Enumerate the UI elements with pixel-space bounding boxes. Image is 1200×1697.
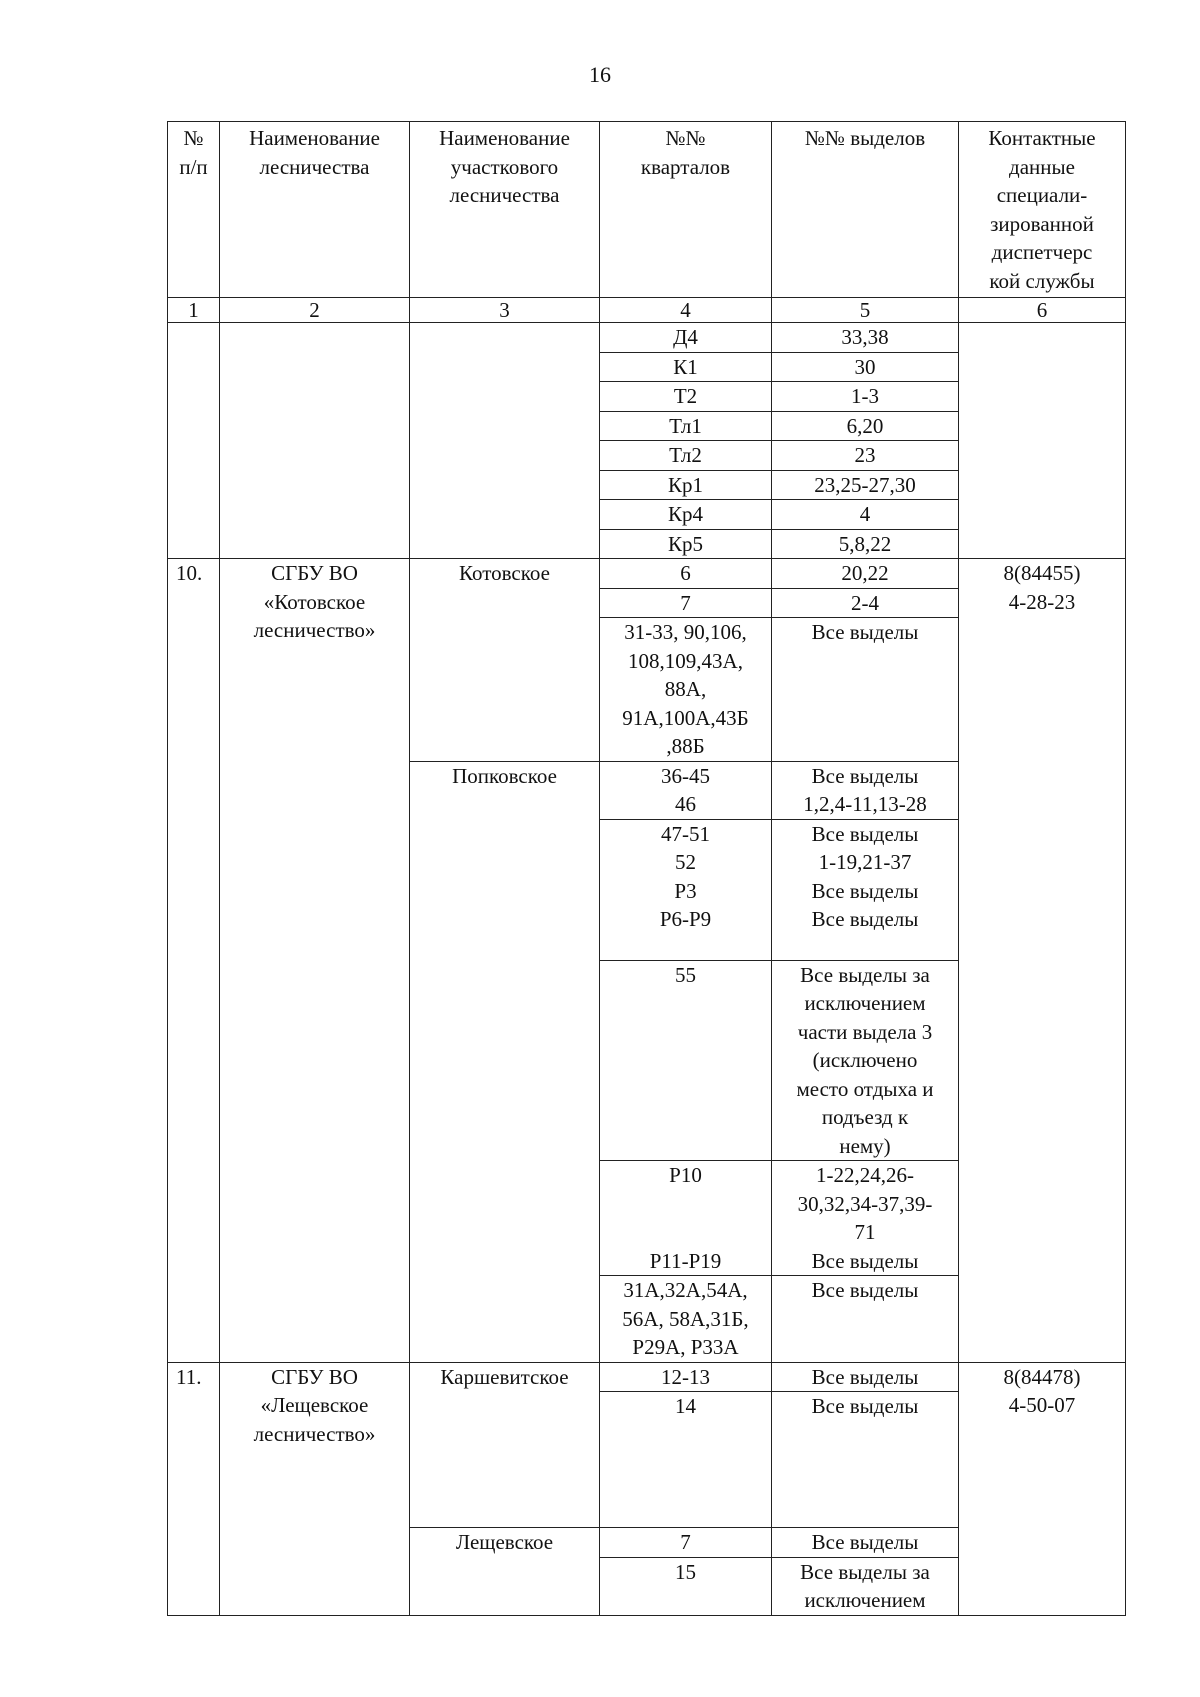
cell-quarters: 36-45 46 (600, 761, 772, 819)
header-sections: №№ выделов (772, 122, 959, 298)
column-number-row (168, 298, 1126, 323)
column-number: 1 (168, 298, 220, 323)
cell-sections: 30 (772, 352, 959, 382)
column-number: 2 (220, 298, 410, 323)
page-number: 16 (589, 62, 611, 87)
cell-sections: 6,20 (772, 411, 959, 441)
cell-subforestry (410, 323, 600, 559)
cell-sections: Все выделы (772, 618, 959, 762)
column-number: 6 (959, 298, 1126, 323)
header-contacts: Контактные данные специали- зированной диспетчерс кой службы (959, 122, 1126, 298)
cell-forestry: СГБУ ВО «Котовское лесничество» (220, 559, 410, 1363)
cell-subforestry: Попковское (410, 761, 600, 1362)
cell-subforestry: Котовское (410, 559, 600, 762)
cell-num: 11. (168, 1362, 220, 1615)
header-quarters: №№ кварталов (600, 122, 772, 298)
cell-sections: 2-4 (772, 588, 959, 618)
cell-subforestry: Лещевское (410, 1528, 600, 1616)
cell-num: 10. (168, 559, 220, 1363)
table-row (168, 323, 1126, 353)
table-row (168, 559, 1126, 589)
cell-quarters: Тл1 (600, 411, 772, 441)
cell-quarters: 14 (600, 1392, 772, 1528)
cell-sections: Все выделы (772, 1276, 959, 1363)
cell-sections: Все выделы (772, 1362, 959, 1392)
cell-quarters: Д4 (600, 323, 772, 353)
cell-quarters: 6 (600, 559, 772, 589)
header-forestry: Наименование лесничества (220, 122, 410, 298)
cell-sections: Все выделы 1,2,4-11,13-28 (772, 761, 959, 819)
cell-quarters: 31-33, 90,106, 108,109,43А, 88А, 91А,100А,43Б ,88Б (600, 618, 772, 762)
cell-sections: 4 (772, 500, 959, 530)
cell-forestry: СГБУ ВО «Лещевское лесничество» (220, 1362, 410, 1615)
cell-sections: 5,8,22 (772, 529, 959, 559)
cell-quarters: 15 (600, 1557, 772, 1615)
cell-quarters: 55 (600, 960, 772, 1161)
column-number: 5 (772, 298, 959, 323)
cell-sections: 23 (772, 441, 959, 471)
cell-quarters: Кр5 (600, 529, 772, 559)
cell-quarters: 12-13 (600, 1362, 772, 1392)
cell-sections: 1-3 (772, 382, 959, 412)
cell-quarters: 7 (600, 1528, 772, 1558)
cell-sections: 23,25-27,30 (772, 470, 959, 500)
cell-quarters: 47-51 52 Р3 Р6-Р9 (600, 819, 772, 960)
cell-num (168, 323, 220, 559)
cell-contacts (959, 323, 1126, 559)
cell-forestry (220, 323, 410, 559)
cell-sections: Все выделы 1-19,21-37 Все выделы Все выделы (772, 819, 959, 960)
cell-subforestry: Каршевитское (410, 1362, 600, 1528)
header-subforestry: Наименование участкового лесничества (410, 122, 600, 298)
cell-contacts: 8(84455) 4-28-23 (959, 559, 1126, 1363)
cell-quarters: Тл2 (600, 441, 772, 471)
cell-sections: 1-22,24,26- 30,32,34-37,39- 71 Все выделы (772, 1161, 959, 1276)
cell-sections: 33,38 (772, 323, 959, 353)
cell-quarters: 7 (600, 588, 772, 618)
cell-quarters: Кр1 (600, 470, 772, 500)
cell-quarters: Р10 Р11-Р19 (600, 1161, 772, 1276)
cell-quarters: 31А,32А,54А, 56А, 58А,31Б, Р29А, Р33А (600, 1276, 772, 1363)
column-number: 4 (600, 298, 772, 323)
cell-sections: Все выделы за исключением (772, 1557, 959, 1615)
cell-quarters: Т2 (600, 382, 772, 412)
table-body (168, 323, 1126, 1616)
cell-quarters: Кр4 (600, 500, 772, 530)
column-number: 3 (410, 298, 600, 323)
cell-contacts: 8(84478) 4-50-07 (959, 1362, 1126, 1615)
header-row (168, 122, 1126, 298)
table-row (168, 1362, 1126, 1392)
cell-sections: Все выделы за исключением части выдела 3 (исключено место отдыха и подъезд к нему) (772, 960, 959, 1161)
cell-quarters: К1 (600, 352, 772, 382)
cell-sections: Все выделы (772, 1392, 959, 1528)
cell-sections: Все выделы (772, 1528, 959, 1558)
cell-sections: 20,22 (772, 559, 959, 589)
forestry-table (167, 121, 1126, 1616)
header-num: № п/п (168, 122, 220, 298)
